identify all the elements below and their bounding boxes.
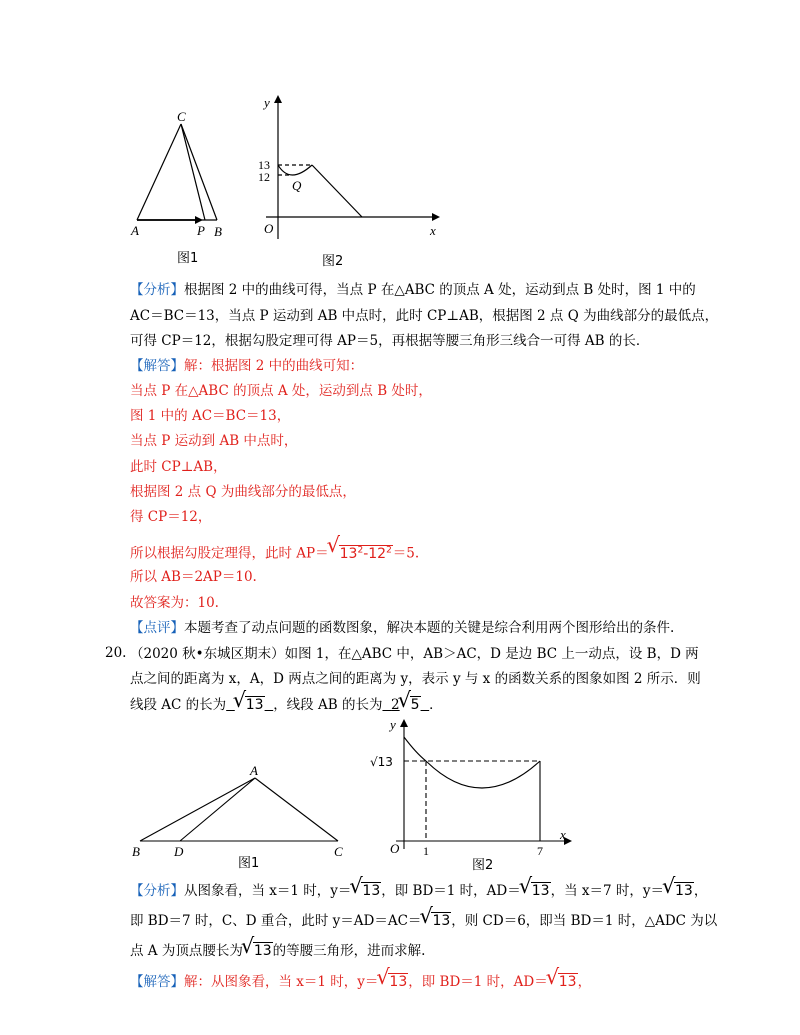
fig1-caption: 图1	[177, 251, 199, 266]
fig2-label-O: O	[264, 221, 274, 236]
q20-stem-line-2: 点之间的距离为 x，A，D 两点之间的距离为 y，表示 y 与 x 的函数关系的图象如图 2 所示．则	[130, 671, 701, 687]
analysis-tag: 【分析】	[130, 282, 184, 298]
q20-answer-line-1: 【解答】解：从图象看，当 x＝1 时，y＝√ 13，即 BD＝1 时，AD＝√ 13，	[130, 973, 591, 991]
fig2b-label-y: y	[390, 717, 396, 732]
fig2b-caption: 图2	[472, 858, 494, 873]
fig2b-label-O: O	[390, 841, 400, 856]
fig1b-label-D: D	[174, 844, 184, 859]
fig2-label-13: 13	[258, 158, 270, 172]
fig2-label-Q: Q	[292, 178, 302, 193]
answer-blank-1: √ 13	[226, 697, 273, 713]
q19-answer-line-9: 所以 AB＝2AP＝10.	[130, 569, 257, 585]
fig1-label-P: P	[197, 223, 205, 238]
q19-answer-line-6: 根据图 2 点 Q 为曲线部分的最低点，	[130, 484, 356, 500]
fig2b-label-7: 7	[537, 844, 543, 858]
q20-analysis-line-1: 【分析】从图象看，当 x＝1 时，y＝√ 13，即 BD＝1 时，AD＝√ 13，当 x＝7 时，y＝√ 13，	[130, 882, 707, 900]
figure-2-function-graph	[368, 715, 583, 875]
q19-analysis-line-3: 可得 CP＝12，根据勾股定理可得 AP＝5，再根据等腰三角形三线合一可得 AB 的长．	[130, 333, 650, 349]
fig2b-label-x: x	[560, 827, 566, 842]
fig1b-caption: 图1	[238, 856, 260, 871]
q19-analysis-line-1: 【分析】根据图 2 中的曲线可得，当点 P 在△ABC 的顶点 A 处，运动到点 B 处时，图 1 中的	[130, 282, 696, 298]
q20-analysis-line-2: 即 BD＝7 时，C、D 重合，此时 y＝AD＝AC＝√ 13，则 CD＝6，即当 BD＝1 时，△ADC 为以	[130, 912, 717, 930]
fig2b-label-1: 1	[423, 844, 429, 858]
comment-tag: 【点评】	[130, 620, 184, 636]
figure-1-triangle	[125, 108, 235, 268]
q19-comment: 【点评】本题考查了动点问题的函数图象，解决本题的关键是综合利用两个图形给出的条件.	[130, 620, 675, 636]
question-number-20: 20.	[105, 645, 127, 661]
figure-2-graph	[252, 93, 447, 271]
fig1b-label-A: A	[250, 763, 258, 778]
q19-answer-line-3: 图 1 中的 AC＝BC＝13，	[130, 408, 291, 424]
q19-answer-line-7: 得 CP＝12，	[130, 509, 212, 525]
figure-1-triangle-abc	[128, 715, 358, 875]
q19-answer-line-8: 所以根据勾股定理得，此时 AP＝√ $13^2-12^2=5$.	[130, 541, 419, 563]
fig2-label-y: y	[264, 95, 270, 110]
q19-answer-line-2: 当点 P 在△ABC 的顶点 A 处，运动到点 B 处时，	[130, 383, 432, 399]
q19-analysis-line-2: AC＝BC＝13，当点 P 运动到 AB 中点时，此时 CP⊥AB，根据图 2 点 Q 为曲线部分的最低点，	[130, 308, 719, 324]
answer-tag: 【解答】	[130, 358, 184, 374]
fig1b-label-C: C	[334, 844, 343, 859]
fig1-label-A: A	[131, 223, 139, 238]
fig1b-label-B: B	[132, 844, 140, 859]
q20-stem-line-3: 线段 AC 的长为 √ 13 ，线段 AB 的长为 2√ 5 ．	[130, 696, 443, 714]
sqrt-expression: √ $13^2-12^2$	[329, 541, 393, 563]
fig2b-label-sqrt13: √13	[370, 755, 393, 769]
q19-answer-line-1: 【解答】解：根据图 2 中的曲线可知：	[130, 358, 364, 374]
fig2-caption: 图2	[322, 254, 344, 269]
q19-answer-line-4: 当点 P 运动到 AB 中点时，	[130, 433, 298, 449]
fig2-label-x: x	[430, 223, 436, 238]
fig2-label-12: 12	[258, 170, 270, 184]
q20-analysis-line-3: 点 A 为顶点腰长为√ 13的等腰三角形，进而求解.	[130, 942, 425, 960]
fig1-label-C: C	[177, 109, 186, 124]
fig1-label-B: B	[214, 224, 222, 239]
q20-stem-line-1: （2020 秋•东城区期末）如图 1，在△ABC 中，AB＞AC，D 是边 BC 上一动点，设 B，D 两	[130, 646, 699, 662]
q19-answer-line-5: 此时 CP⊥AB，	[130, 459, 227, 475]
q19-answer-line-10: 故答案为：10.	[130, 595, 219, 611]
answer-blank-2: 2√ 5	[382, 697, 429, 713]
